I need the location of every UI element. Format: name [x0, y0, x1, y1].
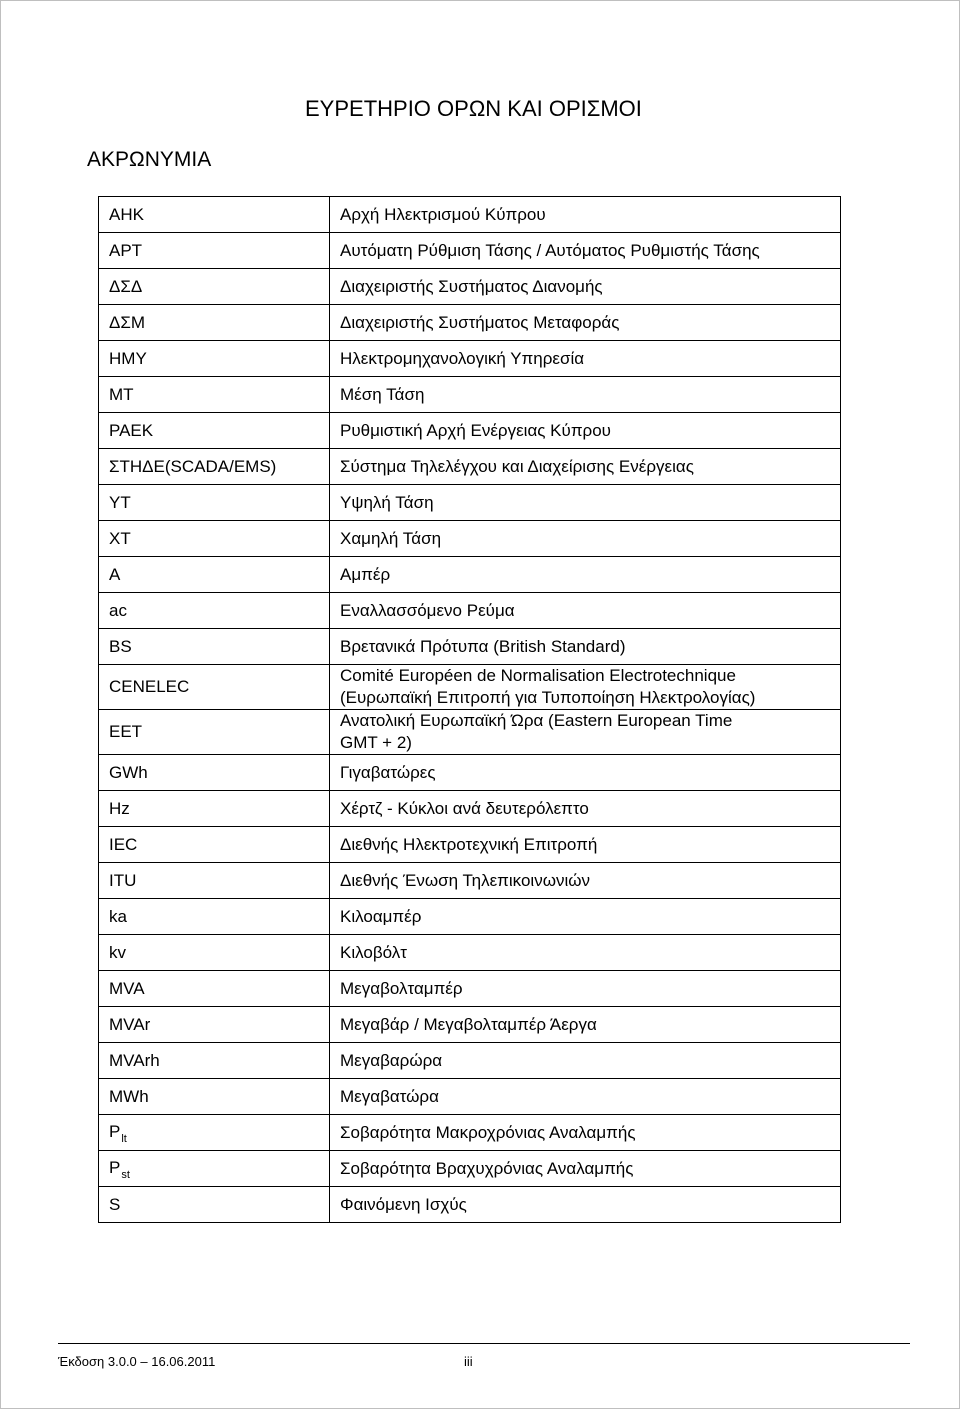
acronym-cell	[99, 593, 330, 629]
acronym: IEC	[109, 834, 138, 854]
page-title: ΕΥΡΕΤΗΡΙΟ ΟΡΩΝ ΚΑΙ ΟΡΙΣΜΟΙ	[305, 96, 642, 121]
acronym-cell	[99, 197, 330, 233]
acronym-cell	[99, 1043, 330, 1079]
definition-cell	[330, 971, 841, 1007]
definition-cell	[330, 791, 841, 827]
definition-cell	[330, 710, 841, 755]
acronym: ΑΡΤ	[109, 240, 143, 260]
acronym-cell	[99, 899, 330, 935]
acronym-cell	[99, 1187, 330, 1223]
table-row	[99, 233, 841, 269]
acronym: ITU	[109, 870, 137, 890]
definition: Αμπέρ	[340, 564, 391, 584]
acronym: ΧΤ	[109, 528, 131, 548]
definition: Αρχή Ηλεκτρισμού Κύπρου	[340, 204, 546, 224]
definition: Ρυθμιστική Αρχή Ενέργειας Κύπρου	[340, 420, 611, 440]
table-row	[99, 935, 841, 971]
footer-edition: Έκδοση 3.0.0 – 16.06.2011	[58, 1354, 216, 1369]
acronym: A	[109, 564, 121, 584]
acronym-cell	[99, 305, 330, 341]
definition: Χαμηλή Τάση	[340, 528, 442, 548]
definition: Διεθνής Ηλεκτροτεχνική Επιτροπή	[340, 834, 598, 854]
acronym-cell	[99, 1151, 330, 1187]
acronym-cell	[99, 1007, 330, 1043]
definition-cell	[330, 1007, 841, 1043]
acronym-cell	[99, 233, 330, 269]
definition-cell	[330, 629, 841, 665]
acronym-cell	[99, 971, 330, 1007]
acronym: ΔΣΔ	[109, 276, 143, 296]
acronym: BS	[109, 636, 132, 656]
definition-cell	[330, 557, 841, 593]
acronym: ΔΣΜ	[109, 312, 146, 332]
acronym-cell	[99, 710, 330, 755]
table-row	[99, 1007, 841, 1043]
definition-cell	[330, 413, 841, 449]
acronym: MVArh	[109, 1050, 160, 1070]
definition-continued: (Ευρωπαϊκή Επιτροπή για Τυποποίηση Ηλεκτρολογίας)	[340, 688, 756, 707]
table-row	[99, 485, 841, 521]
definition: Ηλεκτρομηχανολογική Υπηρεσία	[340, 348, 585, 368]
table-row	[99, 377, 841, 413]
definition-cell	[330, 827, 841, 863]
acronym: GWh	[109, 762, 148, 782]
table-row	[99, 863, 841, 899]
definition: Αυτόματη Ρύθμιση Τάσης / Αυτόματος Ρυθμιστής Τάσης	[340, 240, 760, 260]
table-row	[99, 755, 841, 791]
definition-cell	[330, 269, 841, 305]
acronym-cell	[99, 755, 330, 791]
definition: Φαινόμενη Ισχύς	[340, 1194, 467, 1214]
table-row	[99, 305, 841, 341]
definition-cell	[330, 863, 841, 899]
acronyms-table	[98, 196, 841, 1223]
acronym-cell	[99, 1079, 330, 1115]
definition: Κιλοαμπέρ	[340, 906, 422, 926]
definition: Μεγαβολταμπέρ	[340, 978, 463, 998]
acronym: P	[109, 1157, 121, 1177]
table-row	[99, 1043, 841, 1079]
acronym: CENELEC	[109, 677, 190, 696]
table-row	[99, 341, 841, 377]
definition: Σύστημα Τηλελέγχου και Διαχείρισης Ενέργειας	[340, 456, 694, 476]
acronym-cell	[99, 485, 330, 521]
table-row	[99, 593, 841, 629]
definition-cell	[330, 485, 841, 521]
definition-continued: GMT + 2)	[340, 733, 412, 752]
acronym-cell	[99, 863, 330, 899]
acronym: ΣΤΗΔΕ(SCADA/EMS)	[109, 456, 277, 476]
acronym-cell	[99, 377, 330, 413]
section-heading-acronyms: ΑΚΡΩΝΥΜΙΑ	[87, 148, 212, 171]
table-row	[99, 197, 841, 233]
table-row	[99, 899, 841, 935]
definition: Μέση Τάση	[340, 384, 425, 404]
acronym-cell	[99, 665, 330, 710]
definition-cell	[330, 1115, 841, 1151]
acronym-cell	[99, 557, 330, 593]
definition: Εναλλασσόμενο Ρεύμα	[340, 600, 515, 620]
definition-cell	[330, 935, 841, 971]
definition: Διεθνής Ένωση Τηλεπικοινωνιών	[340, 870, 591, 890]
definition: Σοβαρότητα Μακροχρόνιας Αναλαμπής	[340, 1122, 636, 1142]
definition-cell	[330, 449, 841, 485]
acronym-cell	[99, 269, 330, 305]
acronym-cell	[99, 791, 330, 827]
acronym: ΑΗΚ	[109, 204, 144, 224]
definition: Διαχειριστής Συστήματος Μεταφοράς	[340, 312, 620, 332]
acronym: ΥΤ	[109, 492, 131, 512]
acronym-cell	[99, 1115, 330, 1151]
acronym: MVA	[109, 978, 145, 998]
table-row	[99, 557, 841, 593]
definition: Κιλοβόλτ	[340, 942, 407, 962]
table-row	[99, 791, 841, 827]
definition: Υψηλή Τάση	[340, 492, 434, 512]
footer-page-number: iii	[464, 1354, 473, 1369]
definition: Comité Européen de Normalisation Electrotechnique	[340, 666, 736, 685]
table-row	[99, 1115, 841, 1151]
definition: Γιγαβατώρες	[340, 762, 436, 782]
acronym-subscript: lt	[121, 1132, 127, 1145]
table-row	[99, 413, 841, 449]
acronym: MVAr	[109, 1014, 151, 1034]
table-row	[99, 971, 841, 1007]
acronym: kv	[109, 942, 126, 962]
definition-cell	[330, 1043, 841, 1079]
acronym: ΜΤ	[109, 384, 134, 404]
table-row	[99, 629, 841, 665]
definition-cell	[330, 233, 841, 269]
definition-cell	[330, 341, 841, 377]
acronym-cell	[99, 827, 330, 863]
table-row	[99, 521, 841, 557]
definition: Μεγαβάρ / Μεγαβολταμπέρ Άεργα	[340, 1014, 597, 1034]
table-row	[99, 1079, 841, 1115]
acronym: ka	[109, 906, 127, 926]
acronym: P	[109, 1121, 121, 1141]
acronym: MWh	[109, 1086, 149, 1106]
definition-cell	[330, 197, 841, 233]
acronym: Hz	[109, 798, 130, 818]
definition-cell	[330, 1151, 841, 1187]
table-row	[99, 665, 841, 710]
definition-cell	[330, 665, 841, 710]
definition: Μεγαβαρώρα	[340, 1050, 443, 1070]
definition-cell	[330, 377, 841, 413]
acronym: ac	[109, 600, 127, 620]
table-row	[99, 269, 841, 305]
definition-cell	[330, 593, 841, 629]
definition: Μεγαβατώρα	[340, 1086, 439, 1106]
definition: Σοβαρότητα Βραχυχρόνιας Αναλαμπής	[340, 1158, 634, 1178]
table-row	[99, 827, 841, 863]
definition-cell	[330, 305, 841, 341]
table-row	[99, 1151, 841, 1187]
acronym: S	[109, 1194, 121, 1214]
acronym-cell	[99, 341, 330, 377]
acronym: EET	[109, 722, 143, 741]
definition-cell	[330, 1079, 841, 1115]
acronym-cell	[99, 413, 330, 449]
table-row	[99, 1187, 841, 1223]
footer-divider	[58, 1343, 910, 1344]
table-row	[99, 710, 841, 755]
acronym-subscript: st	[121, 1168, 130, 1181]
definition-cell	[330, 1187, 841, 1223]
acronym-cell	[99, 935, 330, 971]
definition: Ανατολική Ευρωπαϊκή Ώρα (Eastern European Time	[340, 711, 733, 730]
acronym: ΡΑΕΚ	[109, 420, 154, 440]
acronym-cell	[99, 449, 330, 485]
acronym-cell	[99, 629, 330, 665]
acronym-cell	[99, 521, 330, 557]
definition-cell	[330, 521, 841, 557]
definition-cell	[330, 899, 841, 935]
definition: Βρετανικά Πρότυπα (British Standard)	[340, 636, 626, 656]
definition: Χέρτζ - Κύκλοι ανά δευτερόλεπτο	[340, 798, 589, 818]
definition-cell	[330, 755, 841, 791]
definition: Διαχειριστής Συστήματος Διανομής	[340, 276, 603, 296]
acronym: ΗΜΥ	[109, 348, 147, 368]
table-row	[99, 449, 841, 485]
